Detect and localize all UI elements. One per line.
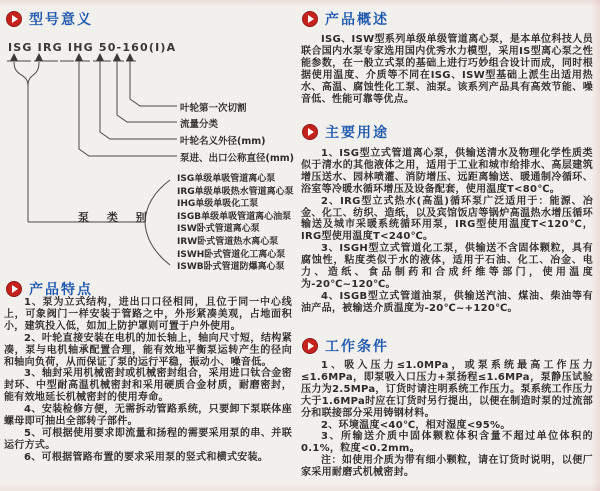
section-title: 型号意义 (29, 12, 93, 28)
callout-flow-classification: 流量分类 (180, 119, 219, 130)
pump-category-item: ISG单级单吸管道离心泵 (177, 174, 276, 184)
condition-paragraph: 2、环境温度<40℃，相对湿度<95%。 (321, 419, 511, 431)
feature-paragraph: 5、可根据使用要求即流量和扬程的需要采用泵的串、并联运行方式。 (4, 427, 292, 451)
play-triangle-icon (308, 342, 314, 350)
play-bullet-icon (302, 11, 318, 27)
section-main-uses-header (302, 122, 389, 142)
pump-category-item: IRG单级单吸热水管道离心泵 (177, 187, 294, 197)
pump-category-item: ISWB卧式管道防爆离心泵 (177, 262, 285, 272)
section-model-meaning-header (6, 9, 93, 29)
callout-line-impeller-dia (100, 61, 177, 139)
play-triangle-icon (308, 15, 314, 23)
section-title: 产品特点 (29, 282, 93, 298)
main-uses-text (301, 148, 593, 315)
condition-note-paragraph: 注：如使用介质为带有细小颗粒，请在订货时说明，以便厂家采用耐磨式机械密封。 (301, 455, 593, 479)
arrow-up-icon (35, 53, 43, 61)
section-title: 产品概述 (325, 12, 389, 28)
arrow-up-icon (126, 53, 134, 61)
pump-category-item: IHG单级单吸化工泵 (177, 199, 259, 209)
play-bullet-icon (302, 338, 318, 354)
pump-category-item: IRW卧式管道热水离心泵 (177, 237, 279, 247)
play-triangle-icon (308, 128, 314, 136)
callout-port-nominal-diameter: 泵进、出口公称直径(mm) (180, 153, 294, 164)
section-product-overview-header (302, 9, 389, 29)
callout-line-flow-class (117, 61, 177, 122)
use-paragraph: 1、ISG型立式管道离心泵，供输送清水及物理化学性质类似于清水的其他液体之用，适用于工业和城市给排水、高层建筑增压送水、园林喷灌、消防增压、远距离输送、暖通制冷循环、浴室等冷暖水循环增压及设备配套，使用温度T<80℃。 (301, 148, 593, 195)
pump-category-item: ISWH卧式管道化工离心泵 (177, 250, 286, 260)
section-title: 主要用途 (325, 125, 389, 141)
condition-paragraph: 3、所输送介质中固体颗粒体积含量不超过单位体积的0.1%，粒度<0.2mm。 (301, 431, 593, 455)
section-product-features-header (6, 279, 93, 299)
feature-paragraph: 1、泵为立式结构，进出口口径相同，且位于同一中心线上，可象阀门一样安装于管路之中，外形紧凑美观，占地面积小，建筑投入低，如加上防护罩则可置于户外使用。 (4, 297, 292, 332)
use-paragraph: 3、ISGH型立式管道化工泵，供输送不含固体颗粒，具有腐蚀性，粘度类似于水的液体，适用于石油、化工、冶金、电力、造纸、食品制药和合成纤维等部门，使用温度为-20℃~120℃。 (301, 243, 593, 290)
play-bullet-icon (302, 124, 318, 140)
play-triangle-icon (12, 285, 18, 293)
pump-category-label: 泵 类 别 (78, 211, 154, 224)
product-features-text (4, 297, 292, 464)
feature-paragraph: 2、叶轮直接安装在电机的加长轴上，轴向尺寸短，结构紧凑，泵与电机轴承配置合理，能有效地平衡泵运转产生的径向和轴向负荷，从而保证了泵的运行平稳，振动小、噪音低。 (4, 332, 292, 368)
overview-paragraph: ISG、ISW型系列单级单级管道离心泵，是本单位科技人员联合国内水泵专家选用国内优秀水力模型，采用IS型离心泵之性能参数，在一般立式泵的基础上进行巧妙组合设计而成，同时根据使用温度、介质等不同在ISG、ISW型基础上派生出适用热水、高温、腐蚀性化工泵、油泵。该系列产品具有高效节能、噪音低、性能可靠等优点。 (301, 34, 593, 105)
callout-impeller-first-cut: 叶轮第一次切割 (180, 103, 247, 114)
callout-line-impeller-cut (130, 61, 177, 106)
pump-category-item: ISGB单级单吸管道离心油泵 (177, 212, 292, 222)
feature-paragraph: 3、轴封采用机械密封或机械密封组合，采用进口钛合金密封环、中型耐高温机械密封和采用硬质合金材质，耐磨密封，能有效地延长机械密封的使用寿命。 (4, 368, 292, 404)
pump-category-item: ISW卧式管道离心泵 (177, 224, 260, 234)
callout-line-port-dia (79, 61, 177, 156)
condition-paragraph: 1、吸入压力≤1.0MPa，或泵系统最高工作压力≤1.6MPa，即泵吸入口压力+泵扬程≤1.6MPa，泵静压试验压力为2.5MPa，订货时请注明系统工作压力。泵系统工作压力大于1.6MPa时应在订货时另行提出，以便在制造时泵的过流部分和联接部分采用铸钢材料。 (301, 360, 593, 419)
arrow-up-icon (113, 53, 121, 61)
arrow-up-icon (96, 53, 104, 61)
play-bullet-icon (6, 11, 22, 27)
arrow-up-icon (75, 53, 83, 61)
use-paragraph: 4、ISGB型立式管道油泵，供输送汽油、煤油、柴油等有油产品，被输送介质温度为-20℃~+120℃。 (301, 290, 593, 314)
working-conditions-text (301, 360, 593, 479)
callout-impeller-nominal-diameter: 叶轮名义外径(mm) (180, 136, 266, 147)
use-paragraph: 2、IRG型立式热水(高温)循环泵广泛适用于：能源、冶金、化工、纺织、造纸，以及宾馆饭店等锅炉高温热水增压循环输送及城市采暖系统循环用泵，IRG型使用温度T<120℃，IRG型使用温度T<240℃。 (301, 195, 593, 243)
pump-model-code: ISG IRG IHG 50-160(Ⅰ)A (8, 41, 177, 54)
product-overview-text (301, 34, 593, 105)
feature-paragraph: 6、可根据管路布置的要求采用泵的竖式和横式安装。 (24, 451, 269, 463)
arrow-up-icon (10, 53, 18, 61)
feature-paragraph: 4、安装检修方便，无需拆动管路系统，只要卸下泵联体座螺母即可抽出全部转子部件。 (4, 404, 292, 428)
play-bullet-icon (6, 281, 22, 297)
play-triangle-icon (12, 15, 18, 23)
section-working-conditions-header (302, 336, 389, 356)
section-title: 工作条件 (325, 339, 389, 355)
